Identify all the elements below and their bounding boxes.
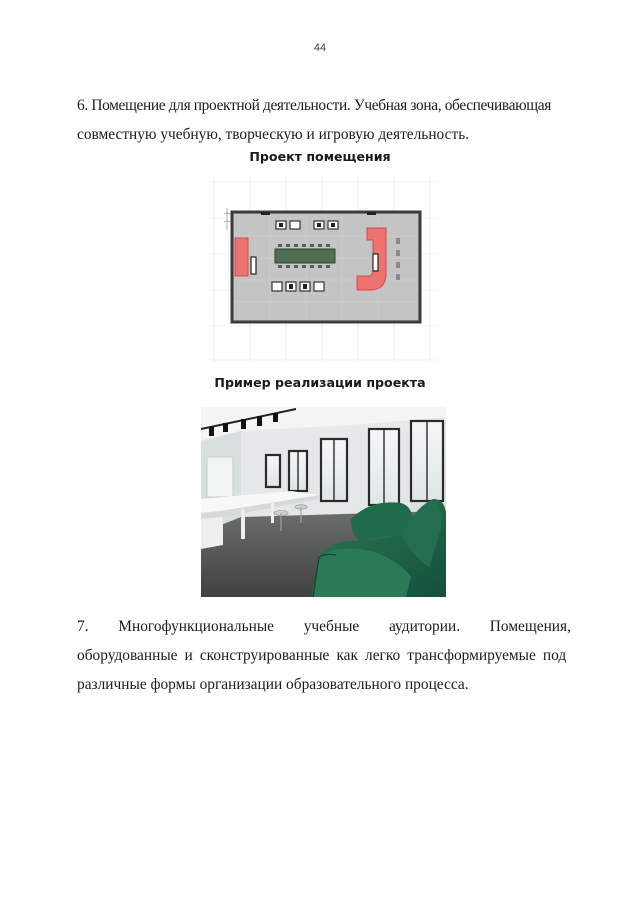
paragraph-line: оборудованные и сконструированные как легко трансформируемые под <box>77 647 567 664</box>
paragraph-word: Многофункциональные <box>118 618 274 635</box>
section-6-paragraph <box>77 91 571 149</box>
paragraph-word: Помещения, <box>489 618 571 635</box>
page-number: 44 <box>313 42 327 54</box>
classroom-photo <box>201 407 446 597</box>
room-floor-plan <box>210 178 436 362</box>
paragraph-word: 7. <box>77 618 89 635</box>
paragraph-line: 6. Помещение для проектной деятельности. Учебная зона, обеспечивающая <box>77 97 551 114</box>
classroom-photo-illustration <box>201 407 446 597</box>
paragraph-line: различные формы организации образовательного процесса. <box>77 676 469 693</box>
paragraph-line <box>77 612 571 641</box>
section-7-paragraph <box>77 612 571 699</box>
floor-plan-drawing <box>210 178 436 362</box>
paragraph-word: аудитории. <box>388 618 461 635</box>
paragraph-word: учебные <box>303 618 360 635</box>
figure-caption-plan: Проект помещения <box>249 149 391 164</box>
figure-caption-photo: Пример реализации проекта <box>214 375 426 390</box>
paragraph-line: совместную учебную, творческую и игровую деятельность. <box>77 126 470 143</box>
